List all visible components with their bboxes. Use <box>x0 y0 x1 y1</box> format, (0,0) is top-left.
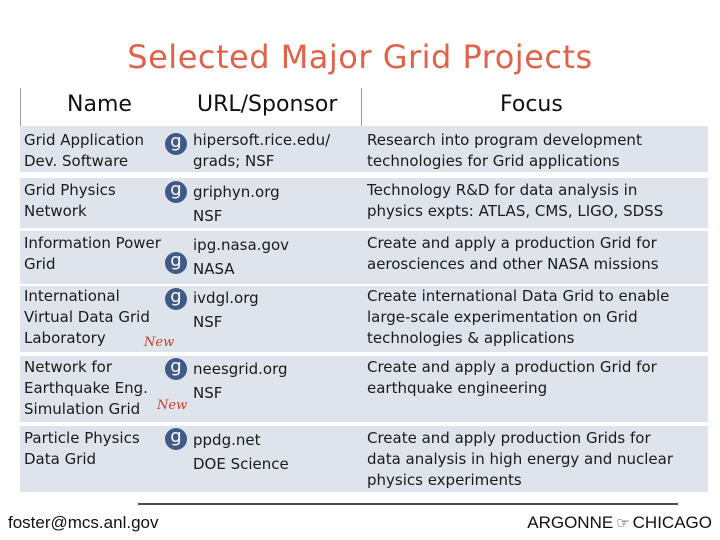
project-focus: Create and apply a production Grid for earthquake engineering <box>367 358 657 397</box>
column-header-name: Name <box>67 92 132 117</box>
grid-marker-icon: g <box>165 288 187 310</box>
grid-marker-icon: g <box>165 428 187 450</box>
table-row <box>20 178 708 228</box>
table-row <box>20 231 708 284</box>
project-name: Grid Physics Network <box>24 181 116 220</box>
project-url: hipersoft.rice.edu/ grads; NSF <box>193 131 331 170</box>
project-focus: Technology R&D for data analysis in physics expts: ATLAS, CMS, LIGO, SDSS <box>367 181 664 220</box>
grid-marker-icon: g <box>165 252 187 274</box>
footer-email[interactable]: foster@mcs.anl.gov <box>8 513 159 532</box>
column-header-focus: Focus <box>500 92 563 117</box>
footer-divider <box>138 503 678 505</box>
pointing-hand-icon: ☞ <box>616 515 630 532</box>
project-url: neesgrid.org NSF <box>193 360 288 402</box>
project-name: International Virtual Data Grid Laboratory <box>24 287 150 347</box>
project-name: Particle Physics Data Grid <box>24 429 140 468</box>
slide-title: Selected Major Grid Projects <box>127 38 593 76</box>
project-focus: Create and apply a production Grid for aerosciences and other NASA missions <box>367 234 659 273</box>
new-badge: New <box>144 335 175 350</box>
footer-org-right: CHICAGO <box>632 513 712 532</box>
table-row <box>20 286 708 352</box>
table-row <box>20 126 708 172</box>
grid-marker-icon: g <box>165 181 187 203</box>
grid-marker-icon: g <box>165 133 187 155</box>
new-badge: New <box>157 398 188 413</box>
project-url: ivdgl.org NSF <box>193 289 259 331</box>
footer-organization <box>527 513 712 533</box>
table-row <box>20 426 708 492</box>
project-name: Grid Application Dev. Software <box>24 131 145 170</box>
project-focus: Create international Data Grid to enable large-scale experimentation on Grid technologies & applications <box>367 287 670 347</box>
grid-marker-icon: g <box>165 358 187 380</box>
project-name: Information Power Grid <box>24 234 161 273</box>
project-url: ipg.nasa.gov NASA <box>193 236 290 278</box>
project-focus: Research into program development technologies for Grid applications <box>367 131 642 170</box>
project-focus: Create and apply production Grids for data analysis in high energy and nuclear physics experiments <box>367 429 674 489</box>
project-url: griphyn.org NSF <box>193 183 280 225</box>
project-name: Network for Earthquake Eng. Simulation Grid <box>24 358 148 418</box>
header-divider-right <box>361 88 362 128</box>
project-url: ppdg.net DOE Science <box>193 431 289 473</box>
column-header-url: URL/Sponsor <box>197 92 338 117</box>
footer-org-left: ARGONNE <box>527 513 614 532</box>
header-divider-left <box>20 88 21 128</box>
table-row <box>20 356 708 422</box>
